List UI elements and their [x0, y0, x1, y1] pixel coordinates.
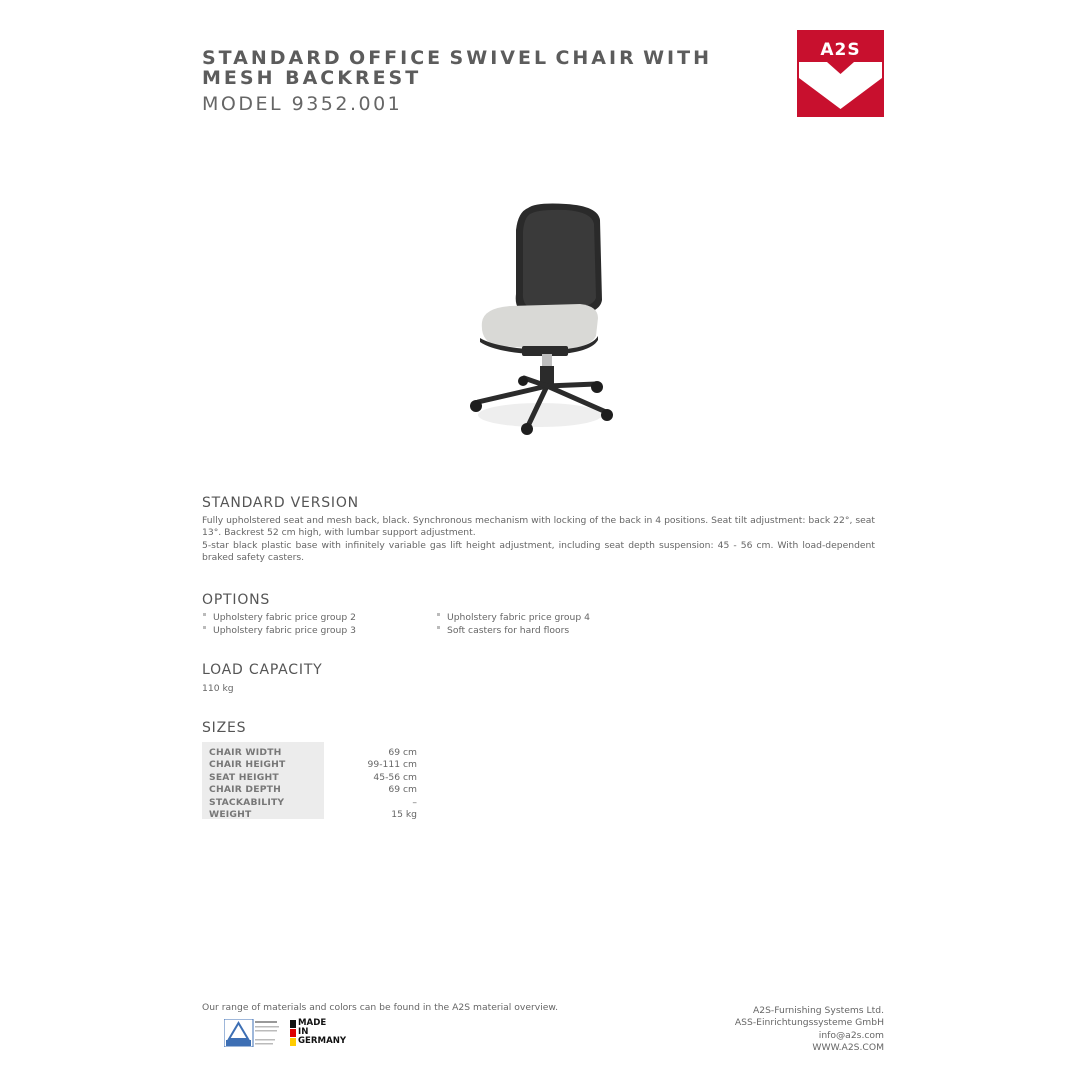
materials-note: Our range of materials and colors can be found in the A2S material overview.: [202, 1002, 559, 1013]
size-label: SEAT HEIGHT: [209, 771, 279, 783]
option-item: Upholstery fabric price group 3: [213, 624, 356, 637]
bullet-icon: [203, 613, 206, 616]
company-name-de: ASS-Einrichtungssysteme GmbH: [734, 1017, 884, 1029]
size-label: CHAIR HEIGHT: [209, 759, 286, 771]
title-word: STANDARD: [202, 47, 343, 69]
option-item: Upholstery fabric price group 4: [447, 611, 590, 624]
title-word: OFFICE: [349, 47, 444, 69]
option-item: Upholstery fabric price group 2: [213, 611, 356, 624]
flag-gold-icon: [290, 1038, 296, 1046]
germany-word: GERMANY: [298, 1036, 347, 1046]
made-in-germany-badge: [290, 1019, 360, 1047]
logo-text: A2S: [820, 40, 861, 60]
size-label: CHAIR WIDTH: [209, 747, 282, 758]
sizes-heading: SIZES: [202, 720, 247, 736]
size-row: [202, 772, 417, 784]
size-value: 69 cm: [388, 747, 417, 758]
size-row: [202, 747, 417, 759]
title-word: CHAIR: [555, 47, 637, 69]
options-heading: OPTIONS: [202, 592, 271, 608]
company-address: [735, 1005, 884, 1055]
size-value: 69 cm: [388, 784, 417, 796]
load-capacity-heading: LOAD CAPACITY: [202, 662, 323, 678]
standard-version-text-2: 5-star black plastic base with infinitely variable gas lift height adjustment, including seat depth suspension: 45 - 56 cm. With load-dependent braked safety casters.: [202, 540, 875, 563]
company-email[interactable]: info@a2s.com: [818, 1029, 884, 1041]
title-word: WITH: [643, 47, 712, 69]
company-name-en: A2S-Furnishing Systems Ltd.: [752, 1005, 884, 1016]
standard-version-text-1: Fully upholstered seat and mesh back, black. Synchronous mechanism with locking of the back in 4 positions. Seat tilt adjustment: back 22°, seat 13°. Backrest 52 cm high, with lumbar support adjustment.: [202, 515, 875, 538]
size-row: [202, 784, 417, 796]
size-row: [202, 809, 417, 821]
size-label: CHAIR DEPTH: [209, 784, 282, 796]
model-number: MODEL 9352.001: [202, 93, 403, 115]
bullet-icon: [437, 626, 440, 629]
bullet-icon: [437, 613, 440, 616]
in-word: IN: [298, 1027, 309, 1037]
size-label: WEIGHT: [209, 809, 252, 820]
size-value: 15 kg: [391, 809, 417, 820]
company-website[interactable]: WWW.A2S.COM: [812, 1042, 884, 1054]
title-word: SWIVEL: [449, 47, 550, 69]
size-value: 45-56 cm: [373, 771, 417, 783]
standard-version-heading: STANDARD VERSION: [202, 495, 359, 511]
title-line-1: [202, 47, 712, 69]
size-value: –: [412, 796, 417, 808]
size-value: 99-111 cm: [367, 759, 417, 771]
a2s-logo: [797, 30, 884, 117]
flag-red-icon: [290, 1029, 296, 1037]
certification-badge-icon: [224, 1019, 282, 1047]
size-label: STACKABILITY: [209, 796, 285, 808]
flag-black-icon: [290, 1020, 296, 1028]
size-row: [202, 797, 417, 809]
size-row: [202, 759, 417, 771]
bullet-icon: [203, 626, 206, 629]
option-item: Soft casters for hard floors: [447, 624, 569, 637]
title-line-2: MESH BACKREST: [202, 67, 422, 89]
made-word: MADE: [298, 1018, 327, 1028]
load-capacity-value: 110 kg: [202, 683, 234, 694]
chair-product-image: [440, 190, 640, 450]
